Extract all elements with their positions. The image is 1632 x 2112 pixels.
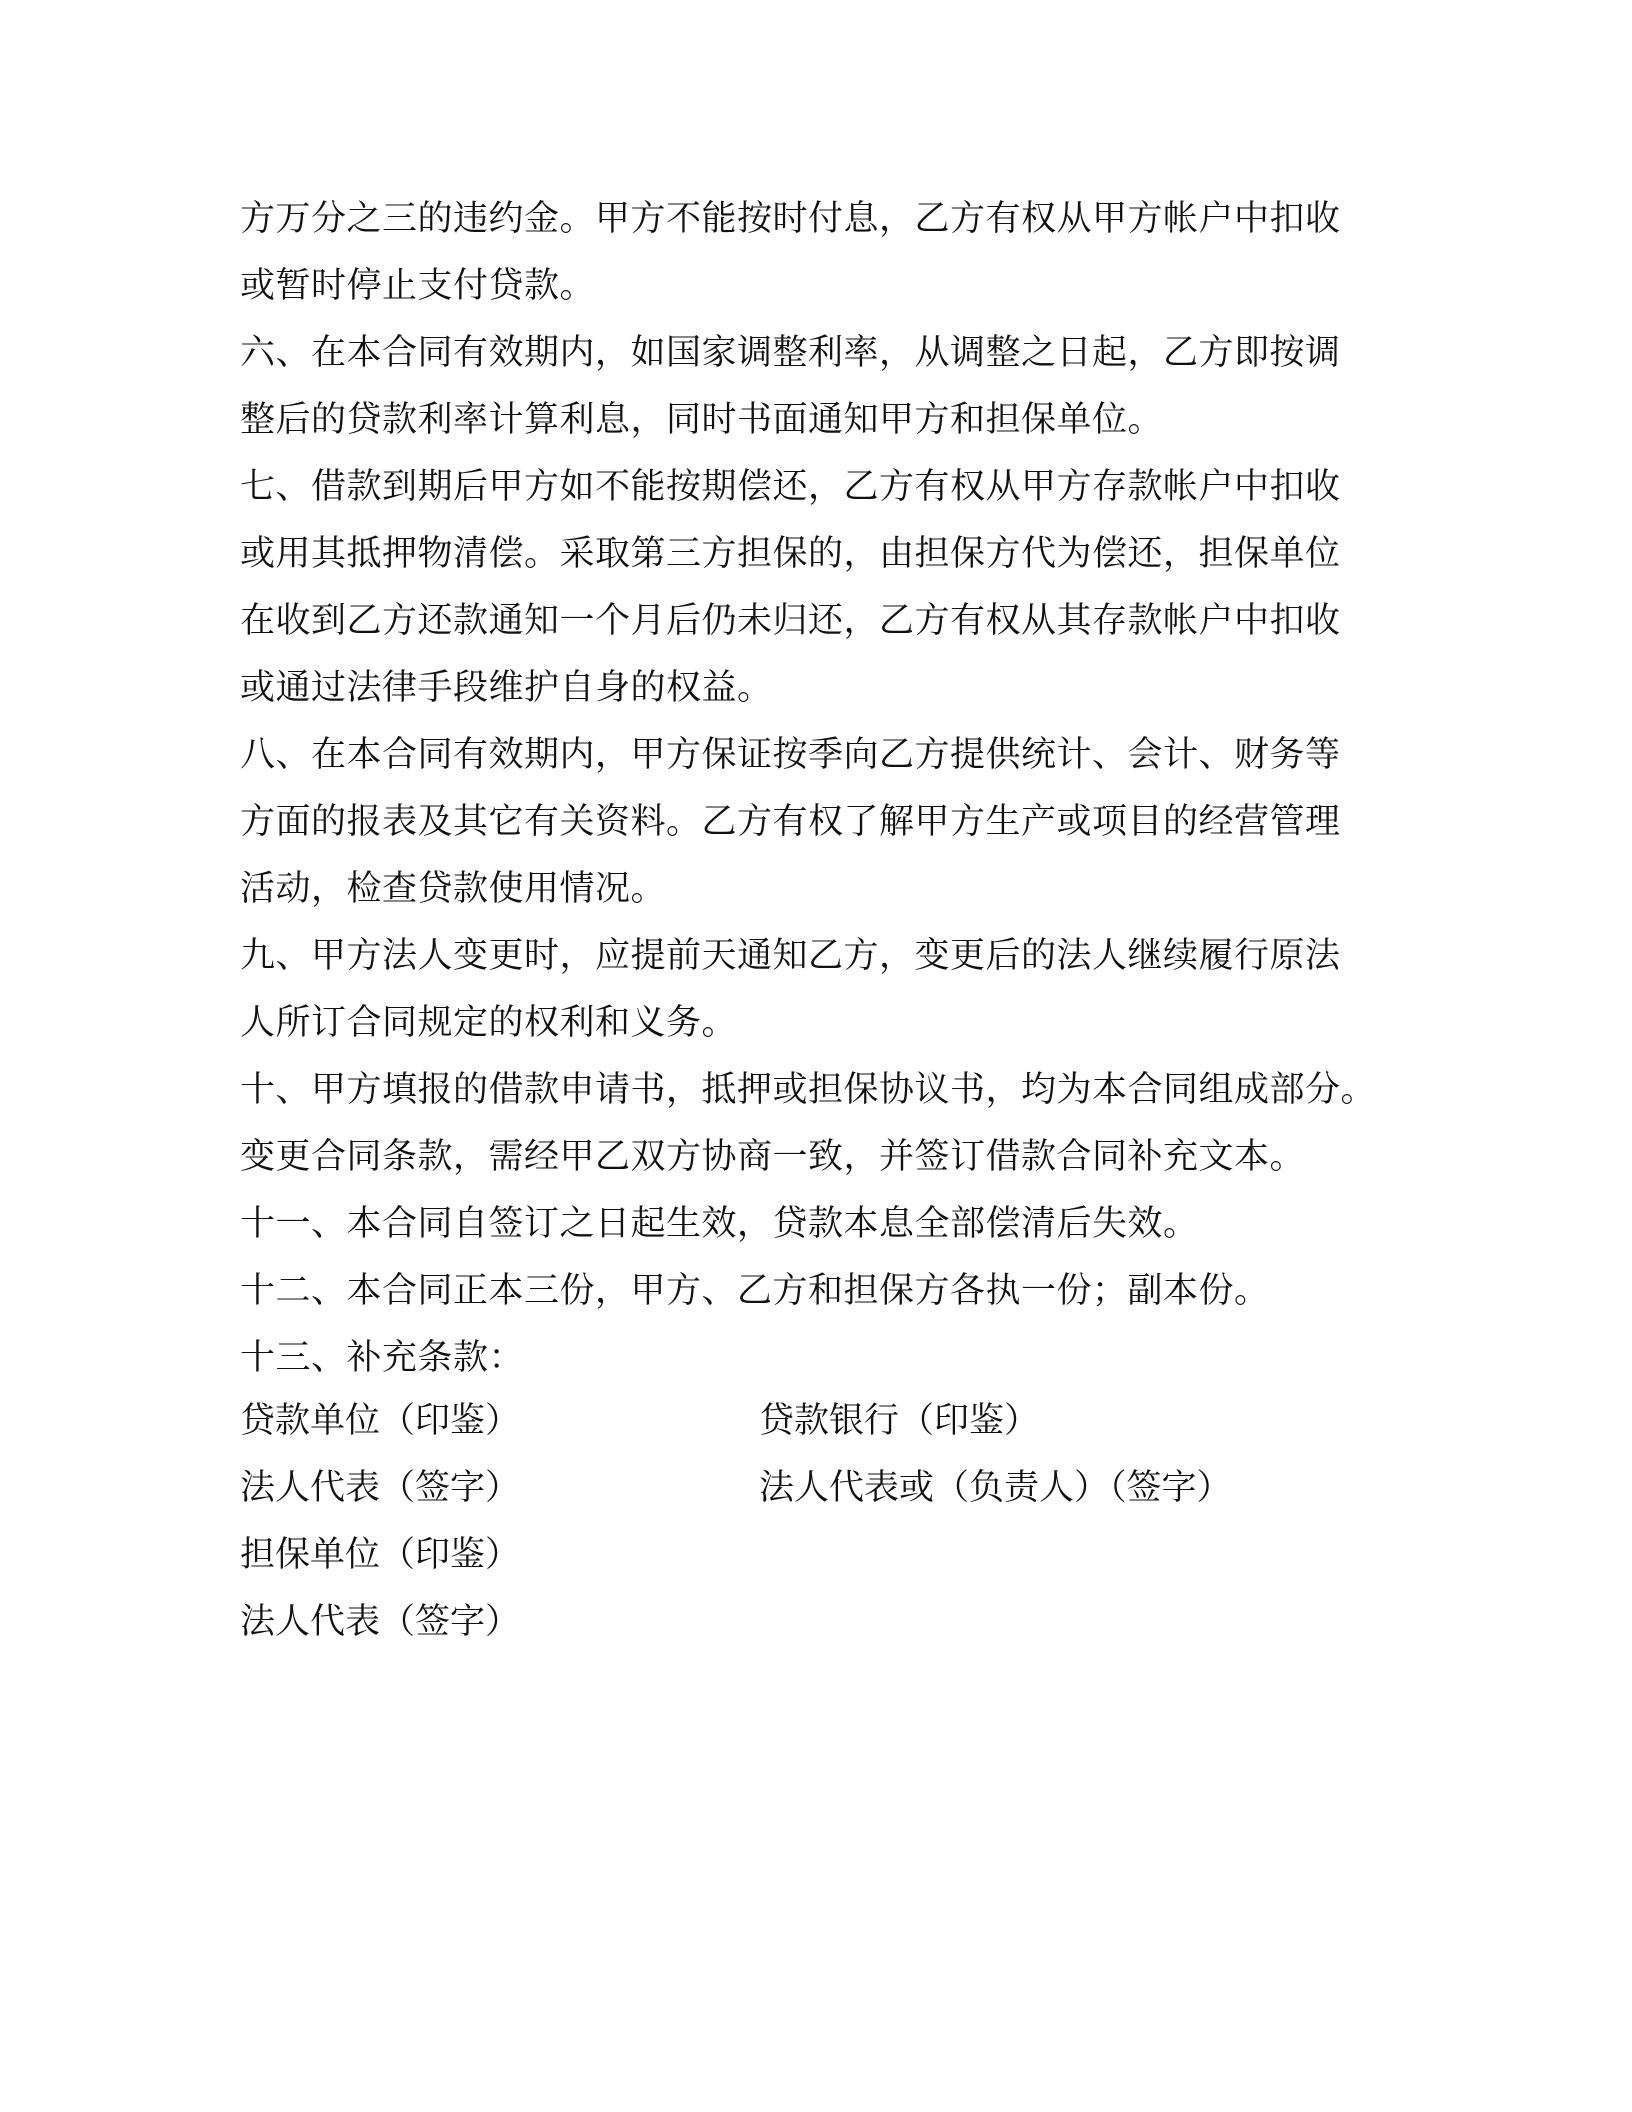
text-line: 整后的贷款利率计算利息，同时书面通知甲方和担保单位。: [240, 400, 1164, 440]
text-line: 或暂时停止支付贷款。: [240, 266, 596, 306]
clause-thirteen: 十三、补充条款：: [240, 1338, 525, 1378]
lending-bank-seal: 贷款银行（印鉴）: [759, 1401, 1040, 1441]
text-line: 方面的报表及其它有关资料。乙方有权了解甲方生产或项目的经营管理: [240, 802, 1341, 842]
clause-eight: 八、在本合同有效期内，甲方保证按季向乙方提供统计、会计、财务等: [240, 735, 1341, 775]
clause-nine: 九、甲方法人变更时，应提前天通知乙方，变更后的法人继续履行原法: [240, 936, 1341, 976]
signature-row: [240, 1589, 1400, 1656]
text-line: 人所订合同规定的权利和义务。: [240, 1003, 738, 1043]
signature-row: [240, 1455, 1400, 1522]
guarantor-unit-seal: 担保单位（印鉴）: [240, 1535, 521, 1575]
clause-seven: 七、借款到期后甲方如不能按期偿还，乙方有权从甲方存款帐户中扣收: [240, 467, 1341, 507]
guarantor-rep-signature: 法人代表（签字）: [240, 1602, 521, 1642]
signature-row: [240, 1388, 1400, 1455]
lender-unit-seal: 贷款单位（印鉴）: [240, 1401, 521, 1441]
clause-eleven: 十一、本合同自签订之日起生效，贷款本息全部偿清后失效。: [240, 1204, 1199, 1244]
text-line: 或通过法律手段维护自身的权益。: [240, 668, 773, 708]
text-line: 或用其抵押物清偿。采取第三方担保的，由担保方代为偿还，担保单位: [240, 534, 1341, 574]
text-line: 活动，检查贷款使用情况。: [240, 869, 667, 909]
bank-rep-signature: 法人代表或（负责人）（签字）: [759, 1468, 1232, 1508]
clause-twelve: 十二、本合同正本三份，甲方、乙方和担保方各执一份；副本份。: [240, 1271, 1270, 1311]
clause-six: 六、在本合同有效期内，如国家调整利率，从调整之日起，乙方即按调: [240, 333, 1341, 373]
clause-ten: 十、甲方填报的借款申请书，抵押或担保协议书，均为本合同组成部分。: [240, 1070, 1377, 1110]
contract-body: [240, 186, 1400, 1392]
signature-section: [240, 1388, 1400, 1656]
text-line: 方万分之三的违约金。甲方不能按时付息，乙方有权从甲方帐户中扣收: [240, 199, 1341, 239]
legal-rep-signature: 法人代表（签字）: [240, 1468, 521, 1508]
text-line: 在收到乙方还款通知一个月后仍未归还，乙方有权从其存款帐户中扣收: [240, 601, 1341, 641]
signature-row: [240, 1522, 1400, 1589]
text-line: 变更合同条款，需经甲乙双方协商一致，并签订借款合同补充文本。: [240, 1137, 1306, 1177]
